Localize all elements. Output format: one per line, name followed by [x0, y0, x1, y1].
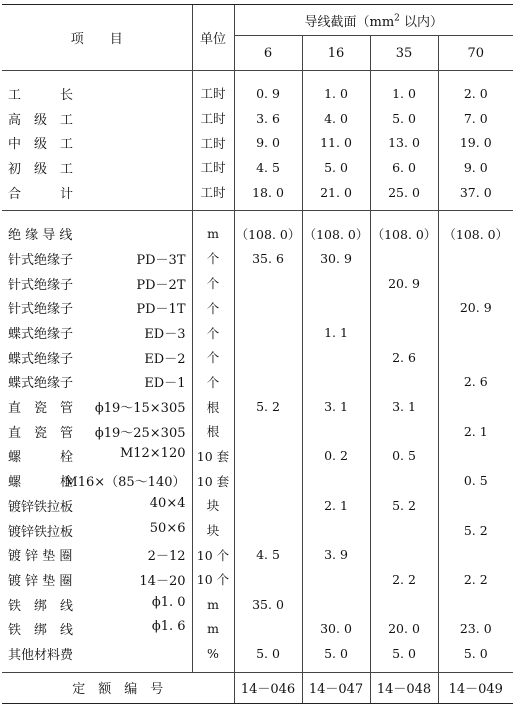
- item-unit: 10 个: [192, 567, 234, 592]
- item-name: 蝶式绝缘子: [8, 351, 74, 367]
- quota-code: 14－046: [234, 672, 302, 703]
- item-name: 螺 栓: [8, 475, 74, 491]
- value-cell: 0. 9: [234, 81, 302, 106]
- value-cell: [234, 493, 302, 518]
- item-unit: m: [192, 616, 234, 641]
- value-cell: [234, 296, 302, 321]
- item-unit: 块: [192, 493, 234, 518]
- item-spec: ϕ19～15×305: [94, 401, 186, 417]
- item-unit: 根: [192, 394, 234, 419]
- value-cell: 13. 0: [370, 130, 438, 155]
- quota-code: 14－048: [370, 672, 438, 703]
- item-unit: 个: [192, 271, 234, 296]
- item-name: 高 级 工: [8, 112, 74, 128]
- item-unit: 工时: [192, 155, 234, 180]
- value-cell: 2. 2: [438, 567, 513, 592]
- value-cell: （108. 0）: [234, 221, 302, 246]
- item-name-cell: [2, 616, 192, 641]
- material-row: [2, 320, 513, 345]
- item-unit: 工时: [192, 81, 234, 106]
- item-name: 针式绝缘子: [8, 252, 74, 268]
- material-row: [2, 394, 513, 419]
- value-cell: [302, 345, 370, 370]
- value-cell: [438, 394, 513, 419]
- material-row: [2, 419, 513, 444]
- item-name: 合 计: [8, 186, 74, 202]
- item-spec: PD－3T: [136, 252, 186, 268]
- item-name-cell: [2, 468, 192, 493]
- item-spec: 2－12: [147, 549, 186, 565]
- value-cell: [370, 296, 438, 321]
- item-unit: %: [192, 641, 234, 666]
- item-name-cell: [2, 518, 192, 543]
- value-cell: 2. 6: [370, 345, 438, 370]
- value-cell: 21. 0: [302, 180, 370, 205]
- size-header: 16: [302, 36, 370, 71]
- value-cell: 2. 1: [438, 419, 513, 444]
- value-cell: 30. 9: [302, 246, 370, 271]
- item-spec: M16×（85～140）: [64, 475, 186, 491]
- material-row: [2, 616, 513, 641]
- value-cell: 4. 5: [234, 155, 302, 180]
- value-cell: [234, 518, 302, 543]
- item-name-cell: [2, 493, 192, 518]
- item-name-cell: [2, 155, 192, 180]
- item-name: 针式绝缘子: [8, 277, 74, 293]
- item-spec: ϕ19～25×305: [94, 425, 186, 441]
- value-cell: [438, 271, 513, 296]
- material-row: [2, 271, 513, 296]
- material-row: [2, 542, 513, 567]
- value-cell: 1. 0: [370, 81, 438, 106]
- value-cell: 5. 0: [370, 106, 438, 131]
- value-cell: [234, 567, 302, 592]
- item-name-cell: [2, 394, 192, 419]
- quota-code-label: 定 额 编 号: [2, 672, 234, 703]
- material-row: [2, 444, 513, 469]
- value-cell: 2. 6: [438, 370, 513, 395]
- value-cell: 30. 0: [302, 616, 370, 641]
- item-name-cell: [2, 592, 192, 617]
- value-cell: （108. 0）: [370, 221, 438, 246]
- value-cell: 4. 5: [234, 542, 302, 567]
- value-cell: [438, 320, 513, 345]
- value-cell: [234, 320, 302, 345]
- item-name: 直 瓷 管: [8, 425, 74, 441]
- value-cell: 3. 1: [302, 394, 370, 419]
- item-name-cell: [2, 221, 192, 246]
- material-row: [2, 296, 513, 321]
- item-name-cell: [2, 81, 192, 106]
- material-row: [2, 493, 513, 518]
- value-cell: 0. 2: [302, 444, 370, 469]
- item-name: 铁 绑 线: [8, 623, 74, 639]
- value-cell: 3. 6: [234, 106, 302, 131]
- value-cell: 37. 0: [438, 180, 513, 205]
- item-spec: ϕ1. 6: [151, 619, 186, 635]
- value-cell: 35. 0: [234, 592, 302, 617]
- item-name-cell: [2, 370, 192, 395]
- material-row: [2, 641, 513, 666]
- value-cell: 0. 5: [370, 444, 438, 469]
- quota-code: 14－047: [302, 672, 370, 703]
- value-cell: 20. 9: [370, 271, 438, 296]
- value-cell: 1. 0: [302, 81, 370, 106]
- value-cell: 2. 1: [302, 493, 370, 518]
- labor-row: [2, 81, 513, 106]
- item-name: 工 长: [8, 87, 74, 103]
- value-cell: [370, 542, 438, 567]
- value-cell: 7. 0: [438, 106, 513, 131]
- item-name: 针式绝缘子: [8, 302, 74, 318]
- value-cell: [234, 444, 302, 469]
- value-cell: [302, 419, 370, 444]
- item-unit: 10 个: [192, 542, 234, 567]
- item-unit: 个: [192, 370, 234, 395]
- value-cell: [302, 468, 370, 493]
- value-cell: 5. 0: [302, 155, 370, 180]
- item-name: 绝 缘 导 线: [8, 228, 73, 244]
- value-cell: [302, 370, 370, 395]
- value-cell: [302, 296, 370, 321]
- item-spec: 40×4: [149, 495, 186, 511]
- material-row: [2, 567, 513, 592]
- size-header: 35: [370, 36, 438, 71]
- value-cell: 4. 0: [302, 106, 370, 131]
- value-cell: [370, 246, 438, 271]
- item-spec: ϕ1. 0: [151, 594, 186, 610]
- value-cell: [302, 271, 370, 296]
- labor-row: [2, 130, 513, 155]
- item-spec: ED－3: [144, 327, 186, 343]
- item-name: 镀 锌 垫 圈: [8, 549, 73, 565]
- unit-header: 单位: [192, 5, 234, 71]
- value-cell: 5. 2: [438, 518, 513, 543]
- value-cell: 5. 0: [370, 641, 438, 666]
- item-unit: 根: [192, 419, 234, 444]
- item-unit: m: [192, 221, 234, 246]
- item-spec: 14－20: [139, 573, 186, 589]
- value-cell: 2. 2: [370, 567, 438, 592]
- item-name: 螺 栓: [8, 450, 74, 466]
- item-name: 镀锌铁拉板: [8, 524, 74, 540]
- value-cell: 0. 5: [438, 468, 513, 493]
- value-cell: [234, 271, 302, 296]
- item-spec: M12×120: [119, 446, 186, 462]
- value-cell: [370, 320, 438, 345]
- material-row: [2, 592, 513, 617]
- item-name: 镀锌铁拉板: [8, 499, 74, 515]
- value-cell: 5. 0: [234, 641, 302, 666]
- value-cell: [370, 592, 438, 617]
- material-row: [2, 246, 513, 271]
- item-name: 镀 锌 垫 圈: [8, 573, 73, 589]
- item-name-cell: [2, 419, 192, 444]
- value-cell: [302, 518, 370, 543]
- item-unit: 个: [192, 345, 234, 370]
- item-name: 中 级 工: [8, 137, 74, 153]
- value-cell: 18. 0: [234, 180, 302, 205]
- material-row: [2, 345, 513, 370]
- value-cell: 20. 9: [438, 296, 513, 321]
- value-cell: 5. 0: [302, 641, 370, 666]
- quota-table: [2, 4, 513, 704]
- item-unit: 工时: [192, 106, 234, 131]
- size-header: 70: [438, 36, 513, 71]
- item-spec: ED－1: [144, 376, 186, 392]
- value-cell: [302, 567, 370, 592]
- value-cell: [234, 468, 302, 493]
- value-cell: 1. 1: [302, 320, 370, 345]
- value-cell: （108. 0）: [438, 221, 513, 246]
- item-name: 直 瓷 管: [8, 401, 74, 417]
- item-unit: 10 套: [192, 444, 234, 469]
- item-name: 蝶式绝缘子: [8, 327, 74, 343]
- value-cell: （108. 0）: [302, 221, 370, 246]
- value-cell: [370, 419, 438, 444]
- value-cell: [438, 493, 513, 518]
- item-name: 蝶式绝缘子: [8, 376, 74, 392]
- material-row: [2, 370, 513, 395]
- value-cell: [370, 468, 438, 493]
- value-cell: [438, 592, 513, 617]
- value-cell: [370, 518, 438, 543]
- item-name: 其他材料费: [8, 647, 74, 663]
- item-unit: 块: [192, 518, 234, 543]
- labor-row: [2, 106, 513, 131]
- item-name-cell: [2, 567, 192, 592]
- value-cell: [438, 246, 513, 271]
- value-cell: 3. 9: [302, 542, 370, 567]
- item-unit: 个: [192, 296, 234, 321]
- value-cell: 3. 1: [370, 394, 438, 419]
- item-name-cell: [2, 106, 192, 131]
- value-cell: 11. 0: [302, 130, 370, 155]
- item-name-cell: [2, 271, 192, 296]
- value-cell: 6. 0: [370, 155, 438, 180]
- value-cell: [302, 592, 370, 617]
- item-name-cell: [2, 345, 192, 370]
- item-name: 铁 绑 线: [8, 598, 74, 614]
- spacer-row: [2, 71, 513, 82]
- item-unit: 个: [192, 320, 234, 345]
- value-cell: [234, 419, 302, 444]
- value-cell: 20. 0: [370, 616, 438, 641]
- item-header: 项 目: [2, 5, 192, 71]
- item-name-cell: [2, 296, 192, 321]
- item-name: 初 级 工: [8, 161, 74, 177]
- item-name-cell: [2, 130, 192, 155]
- item-name-cell: [2, 320, 192, 345]
- item-name-cell: [2, 641, 192, 666]
- value-cell: [370, 370, 438, 395]
- labor-row: [2, 180, 513, 205]
- labor-row: [2, 155, 513, 180]
- value-cell: 5. 2: [234, 394, 302, 419]
- value-cell: [438, 345, 513, 370]
- material-row: [2, 468, 513, 493]
- materials-section: [2, 211, 513, 672]
- quota-code: 14－049: [438, 672, 513, 703]
- spacer-row: [2, 211, 513, 222]
- value-cell: [234, 345, 302, 370]
- item-name-cell: [2, 180, 192, 205]
- material-row: [2, 221, 513, 246]
- item-spec: PD－1T: [136, 302, 186, 318]
- item-name-cell: [2, 444, 192, 469]
- section-header: 导线截面（$mm^2$ 以内）: [234, 5, 513, 36]
- value-cell: 25. 0: [370, 180, 438, 205]
- item-spec: PD－2T: [136, 277, 186, 293]
- value-cell: [438, 542, 513, 567]
- value-cell: 9. 0: [438, 155, 513, 180]
- item-unit: m: [192, 592, 234, 617]
- value-cell: 2. 0: [438, 81, 513, 106]
- value-cell: 5. 0: [438, 641, 513, 666]
- value-cell: 5. 2: [370, 493, 438, 518]
- material-row: [2, 518, 513, 543]
- labor-section: [2, 71, 513, 211]
- item-unit: 10 套: [192, 468, 234, 493]
- value-cell: 9. 0: [234, 130, 302, 155]
- value-cell: 19. 0: [438, 130, 513, 155]
- value-cell: [438, 444, 513, 469]
- value-cell: 23. 0: [438, 616, 513, 641]
- item-name-cell: [2, 542, 192, 567]
- item-spec: 50×6: [149, 520, 186, 536]
- value-cell: [234, 616, 302, 641]
- item-name-cell: [2, 246, 192, 271]
- value-cell: [234, 370, 302, 395]
- item-spec: ED－2: [144, 351, 186, 367]
- size-header: 6: [234, 36, 302, 71]
- value-cell: 35. 6: [234, 246, 302, 271]
- item-unit: 工时: [192, 130, 234, 155]
- item-unit: 工时: [192, 180, 234, 205]
- item-unit: 个: [192, 246, 234, 271]
